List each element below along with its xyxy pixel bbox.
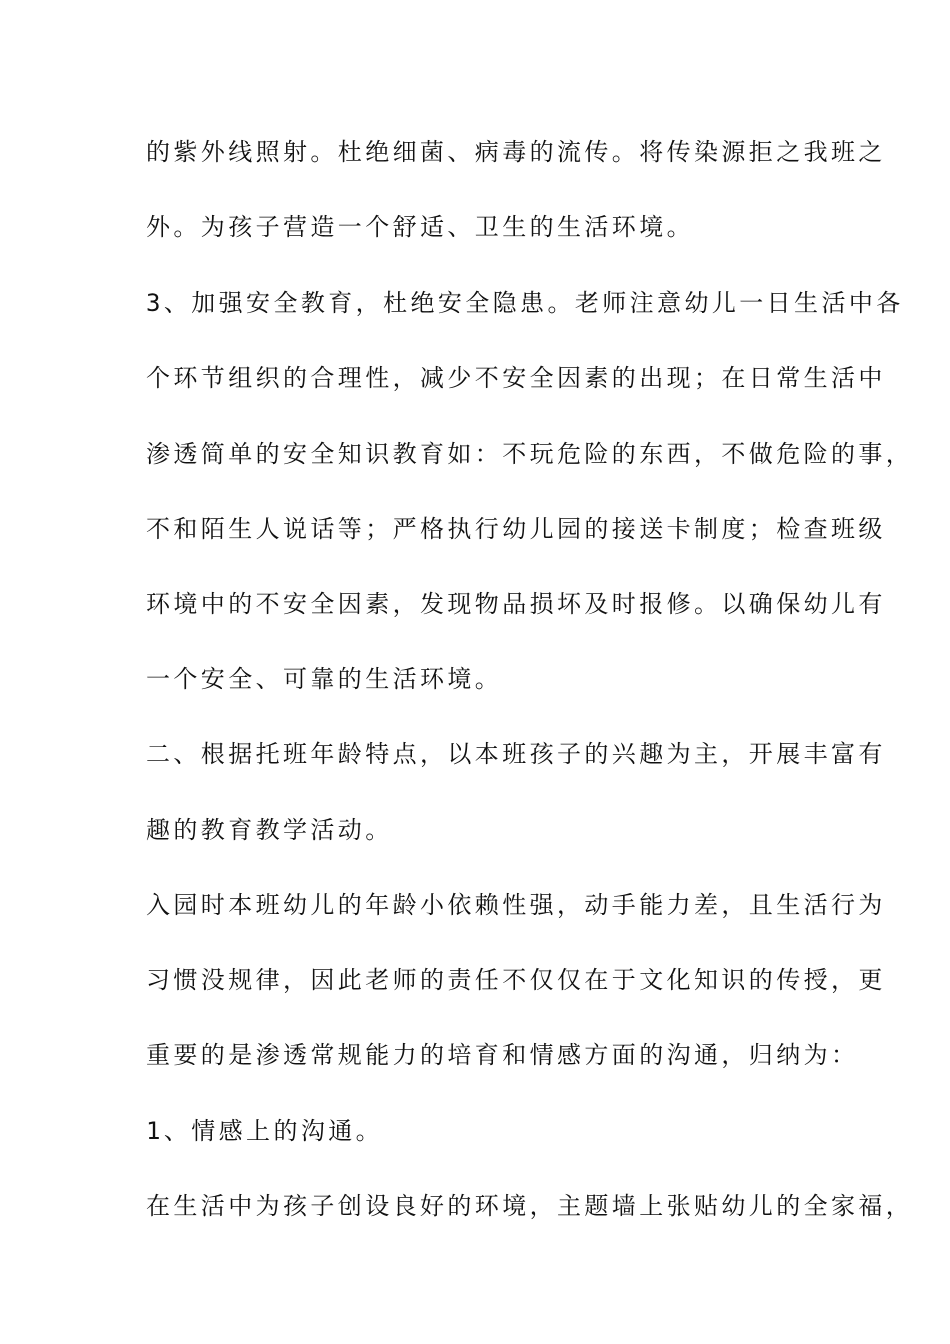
text-line: 重要的是渗透常规能力的培育和情感方面的沟通，归纳为： (146, 1041, 859, 1069)
text-line: 在生活中为孩子创设良好的环境，主题墙上张贴幼儿的全家福， (146, 1192, 914, 1220)
text-line: 二、根据托班年龄特点，以本班孩子的兴趣为主，开展丰富有 (146, 740, 886, 768)
text-line: 1、情感上的沟通。 (146, 1117, 384, 1145)
text-line: 一个安全、可靠的生活环境。 (146, 665, 503, 693)
text-line: 渗透简单的安全知识教育如：不玩危险的东西，不做危险的事， (146, 440, 914, 468)
text-line: 习惯没规律，因此老师的责任不仅仅在于文化知识的传授，更 (146, 966, 886, 994)
text-line: 趣的教育教学活动。 (146, 816, 393, 844)
text-line: 环境中的不安全因素，发现物品损坏及时报修。以确保幼儿有 (146, 590, 886, 618)
text-line: 外。为孩子营造一个舒适、卫生的生活环境。 (146, 213, 694, 241)
text-line: 3、加强安全教育，杜绝安全隐患。老师注意幼儿一日生活中各 (146, 289, 904, 317)
text-line: 不和陌生人说话等；严格执行幼儿园的接送卡制度；检查班级 (146, 515, 886, 543)
text-line: 个环节组织的合理性，减少不安全因素的出现；在日常生活中 (146, 364, 886, 392)
text-line: 的紫外线照射。杜绝细菌、病毒的流传。将传染源拒之我班之 (146, 138, 886, 166)
text-line: 入园时本班幼儿的年龄小依赖性强，动手能力差，且生活行为 (146, 891, 886, 919)
